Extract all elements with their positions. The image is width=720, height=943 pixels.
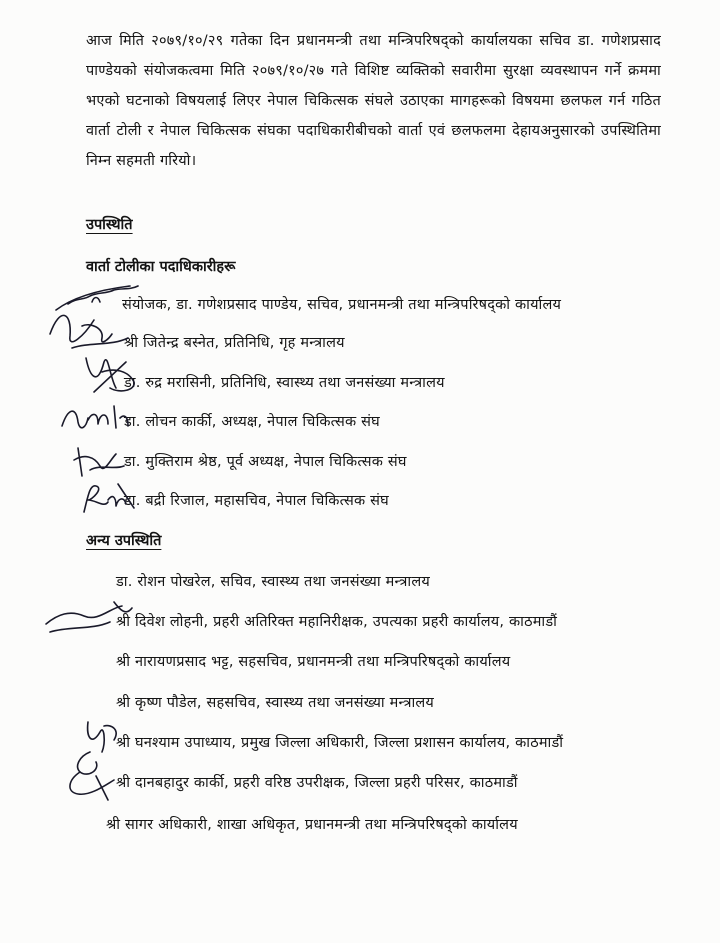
signature-date-note [64, 282, 144, 308]
team-member-2: श्री जितेन्द्र बस्नेत, प्रतिनिधि, गृह मन्त्रालय [124, 335, 345, 351]
team-heading: वार्ता टोलीका पदाधिकारीहरू [86, 259, 236, 275]
team-member-6: डा. बद्री रिजाल, महासचिव, नेपाल चिकित्सक संघ [124, 493, 389, 509]
other-member-5: श्री घनश्याम उपाध्याय, प्रमुख जिल्ला अधिकारी, जिल्ला प्रशासन कार्यालय, काठमाडौं [116, 735, 564, 751]
signature-8 [60, 746, 122, 804]
other-member-6: श्री दानबहादुर कार्की, प्रहरी वरिष्ठ उपरीक्षक, जिल्ला प्रहरी परिसर, काठमाडौं [116, 775, 518, 791]
intro-paragraph: आज मिति २०७९/१०/२९ गतेका दिन प्रधानमन्त्री तथा मन्त्रिपरिषद्को कार्यालयका सचिव डा. गणेशप्रसाद पाण्डेयको संयोजकत्वमा मिति २०७९/१०/२७ गते विशिष्ट व्यक्तिको सवारीमा सुरक्षा व्यवस्थापन गर्ने क्रममा भएको घटनाको विषयलाई लिएर नेपाल चिकित्सक संघले उठाएका मागहरूको विषयमा छलफल गर्न गठित वार्ता टोली र नेपाल चिकित्सक संघका पदाधिकारीबीचको वार्ता एवं छलफलमा देहायअनुसारको उपस्थितिमा निम्न सहमती गरियो। [86, 33, 661, 169]
other-member-1: डा. रोशन पोखरेल, सचिव, स्वास्थ्य तथा जनसंख्या मन्त्रालय [116, 574, 430, 590]
signature-6 [40, 596, 140, 640]
signature-2 [80, 348, 140, 400]
other-member-3: श्री नारायणप्रसाद भट्ट, सहसचिव, प्रधानमन्त्री तथा मन्त्रिपरिषद्को कार्यालय [116, 654, 511, 670]
attendance-heading: उपस्थिति [86, 217, 133, 233]
team-member-1: संयोजक, डा. गणेशप्रसाद पाण्डेय, सचिव, प्रधानमन्त्री तथा मन्त्रिपरिषद्को कार्यालय [122, 297, 562, 313]
other-member-4: श्री कृष्ण पौडेल, सहसचिव, स्वास्थ्य तथा जनसंख्या मन्त्रालय [116, 695, 435, 711]
other-attendance-heading: अन्य उपस्थिति [86, 533, 162, 549]
other-member-7: श्री सागर अधिकारी, शाखा अधिकृत, प्रधानमन्त्री तथा मन्त्रिपरिषद्को कार्यालय [106, 817, 518, 833]
other-member-2: श्री दिवेश लोहनी, प्रहरी अतिरिक्त महानिरीक्षक, उपत्यका प्रहरी कार्यालय, काठमाडौं [116, 614, 558, 630]
signature-4 [70, 440, 130, 482]
signature-5 [78, 478, 140, 518]
team-member-3: डा. रुद्र मरासिनी, प्रतिनिधि, स्वास्थ्य तथा जनसंख्या मन्त्रालय [124, 375, 445, 391]
signature-3 [58, 398, 138, 440]
team-member-5: डा. मुक्तिराम श्रेष्ठ, पूर्व अध्यक्ष, नेपाल चिकित्सक संघ [124, 454, 407, 470]
team-member-4: डा. लोचन कार्की, अध्यक्ष, नेपाल चिकित्सक संघ [124, 414, 380, 430]
